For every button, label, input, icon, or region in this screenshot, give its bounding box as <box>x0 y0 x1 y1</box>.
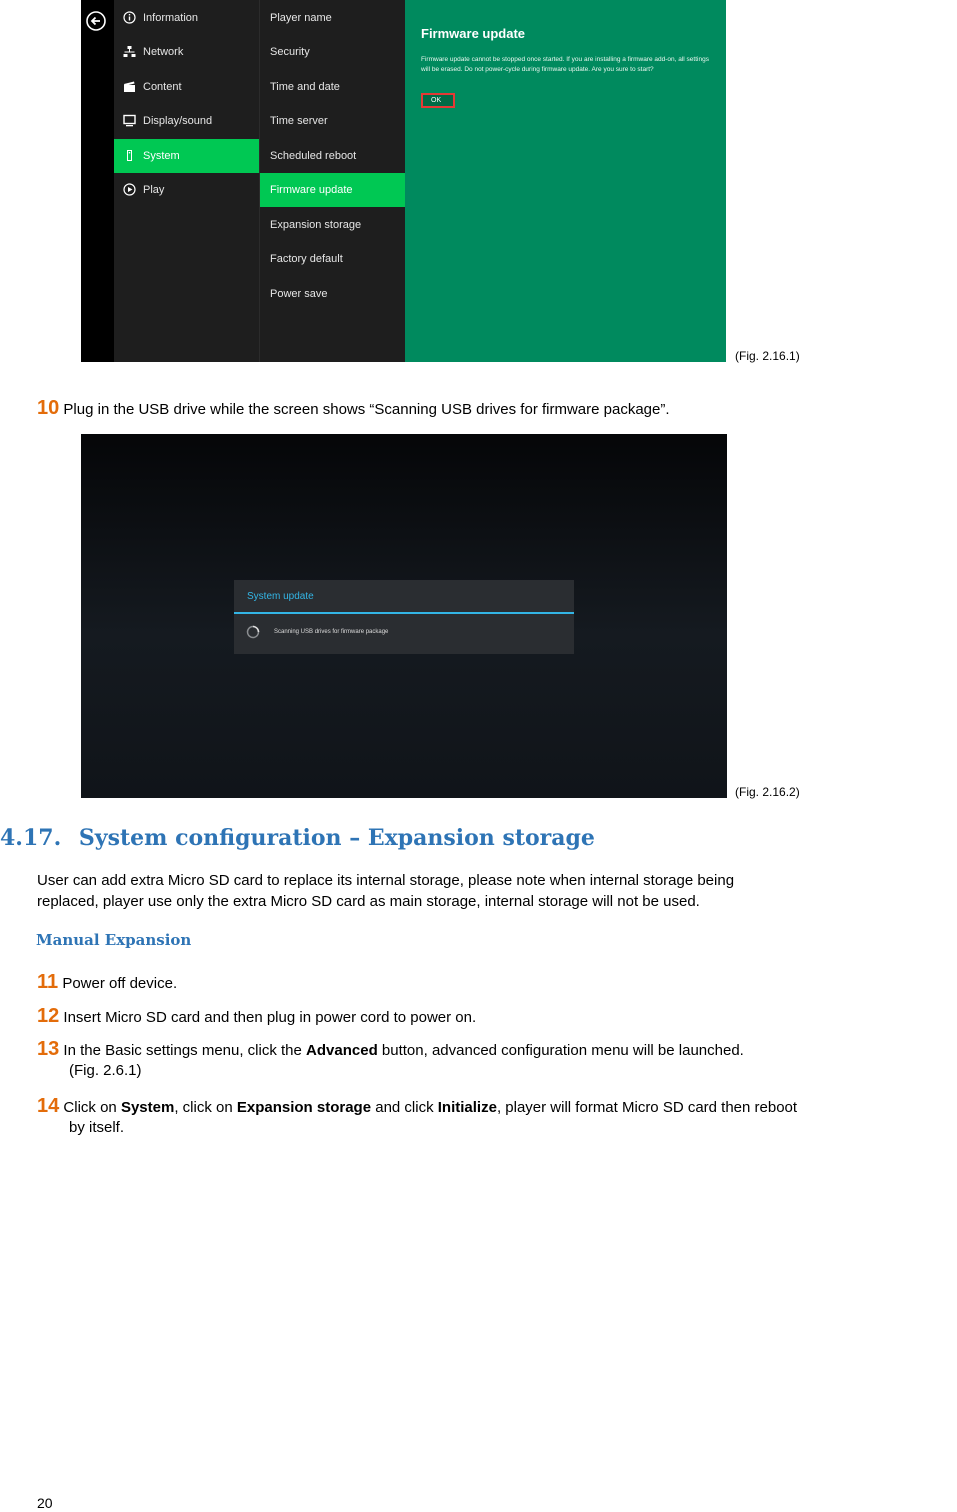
submenu-item-firmware-update[interactable] <box>260 173 406 207</box>
system-update-screenshot <box>81 434 727 798</box>
submenu-item-label: Time and date <box>270 81 340 93</box>
step-11 <box>37 972 177 994</box>
step-text <box>63 1099 797 1116</box>
intro-paragraph <box>37 870 734 912</box>
step-number: 10 <box>37 397 60 419</box>
submenu-item-label: Scheduled reboot <box>270 150 357 162</box>
system-submenu <box>259 0 406 362</box>
panel-warning-text: Firmware update cannot be stopped once started. If you are installing a firmware add-on, all settings will be erased. Do not power-cycle during firmware update. Are you sure to start? <box>421 56 709 73</box>
submenu-item-player-name[interactable] <box>260 1 406 35</box>
menu-item-content[interactable] <box>114 70 259 104</box>
menu-item-label: Information <box>143 12 199 24</box>
menu-item-label: Network <box>143 46 184 58</box>
dialog-title: System update <box>247 591 314 602</box>
monitor-icon <box>123 114 136 127</box>
step-text-part: button, advanced configuration menu will be launched. <box>377 1042 744 1059</box>
back-arrow-icon[interactable] <box>85 10 107 32</box>
figure-caption: (Fig. 2.16.1) <box>735 349 800 363</box>
submenu-item-label: Player name <box>270 12 332 24</box>
system-label: System <box>120 1099 175 1116</box>
initialize-label: Initialize <box>437 1099 497 1116</box>
main-menu <box>114 0 259 362</box>
advanced-label: Advanced <box>306 1042 378 1059</box>
submenu-item-label: Security <box>270 46 310 58</box>
step-number: 12 <box>37 1005 60 1027</box>
network-icon <box>123 45 136 58</box>
menu-item-label: Display/sound <box>143 115 213 127</box>
step-text: Plug in the USB drive while the screen shows “Scanning USB drives for firmware package”. <box>63 401 670 418</box>
intro-line: User can add extra Micro SD card to replace its internal storage, please note when internal storage being <box>37 872 735 889</box>
content-icon <box>123 80 136 93</box>
subheading: Manual Expansion <box>36 931 192 949</box>
submenu-item-time-server[interactable] <box>260 104 406 138</box>
submenu-item-label: Time server <box>270 115 328 127</box>
ok-button[interactable]: OK <box>421 93 455 108</box>
menu-item-label: Play <box>143 184 165 196</box>
page-number: 20 <box>37 1495 53 1511</box>
step-text-part: Click on <box>63 1099 121 1116</box>
dialog-message: Scanning USB drives for firmware package <box>274 629 389 635</box>
step-text-part: , click on <box>174 1099 237 1116</box>
step-text-part: and click <box>371 1099 438 1116</box>
submenu-item-expansion-storage[interactable] <box>260 208 406 242</box>
intro-line: replaced, player use only the extra Micro SD card as main storage, internal storage will not be used. <box>37 893 700 910</box>
submenu-item-security[interactable] <box>260 35 406 69</box>
section-heading <box>0 825 595 851</box>
play-icon <box>123 183 136 196</box>
menu-item-label: System <box>143 150 180 162</box>
step-text: Insert Micro SD card and then plug in power cord to power on. <box>63 1009 477 1026</box>
step-12 <box>37 1006 476 1028</box>
firmware-update-panel <box>405 0 726 362</box>
step-line-2: (Fig. 2.6.1) <box>69 1062 142 1079</box>
submenu-item-label: Firmware update <box>270 184 353 196</box>
step-10 <box>37 398 670 420</box>
menu-item-label: Content <box>143 81 182 93</box>
step-number: 13 <box>37 1038 60 1060</box>
step-number: 14 <box>37 1095 60 1117</box>
menu-item-information[interactable] <box>114 1 259 35</box>
section-title: System configuration – Expansion storage <box>78 825 595 851</box>
firmware-update-screenshot <box>81 0 726 362</box>
submenu-item-power-save[interactable] <box>260 277 406 311</box>
step-text <box>63 1042 743 1059</box>
section-number: 4.17. <box>0 825 62 851</box>
submenu-item-label: Factory default <box>270 253 343 265</box>
submenu-item-factory-default[interactable] <box>260 242 406 276</box>
system-icon <box>123 149 136 162</box>
loading-spinner-icon <box>246 625 260 639</box>
menu-item-display-sound[interactable] <box>114 104 259 138</box>
step-line-2: by itself. <box>69 1119 125 1136</box>
dialog-divider <box>234 612 574 614</box>
submenu-item-scheduled-reboot[interactable] <box>260 139 406 173</box>
back-column <box>81 0 114 362</box>
expansion-storage-label: Expansion storage <box>236 1099 372 1116</box>
menu-item-play[interactable] <box>114 173 259 207</box>
menu-item-system[interactable] <box>114 139 259 173</box>
step-number: 11 <box>37 971 59 993</box>
figure-caption: (Fig. 2.16.2) <box>735 785 800 799</box>
system-update-dialog <box>234 580 574 654</box>
step-13 <box>37 1039 744 1081</box>
info-icon <box>123 11 136 24</box>
step-14 <box>37 1096 797 1138</box>
step-text-part: , player will format Micro SD card then reboot <box>496 1099 798 1116</box>
submenu-item-label: Power save <box>270 288 328 300</box>
step-text: Power off device. <box>62 975 178 992</box>
submenu-item-label: Expansion storage <box>270 219 362 231</box>
submenu-item-time-and-date[interactable] <box>260 70 406 104</box>
menu-item-network[interactable] <box>114 35 259 69</box>
panel-title: Firmware update <box>421 26 526 41</box>
step-text-part: In the Basic settings menu, click the <box>63 1042 307 1059</box>
